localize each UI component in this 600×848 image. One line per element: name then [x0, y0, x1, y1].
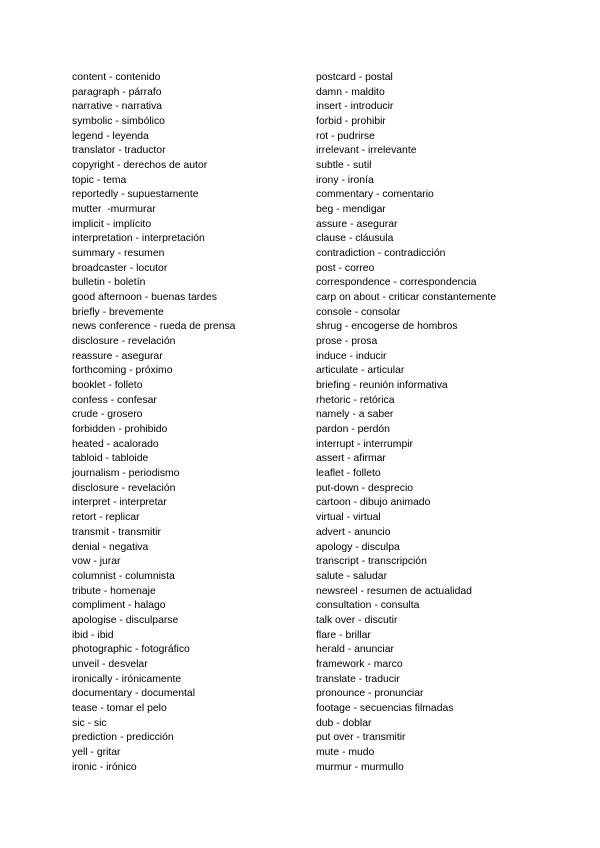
vocabulary-entry: briefly - brevemente — [72, 306, 164, 318]
vocabulary-entry: unveil - desvelar — [72, 658, 148, 670]
vocabulary-entry: disclosure - revelación — [72, 482, 176, 494]
vocabulary-entry: news conference - rueda de prensa — [72, 321, 236, 333]
vocabulary-entry: pronounce - pronunciar — [316, 688, 424, 700]
vocabulary-entry: talk over - discutir — [316, 614, 398, 626]
vocabulary-entry: tease - tomar el pelo — [72, 702, 167, 714]
vocabulary-entry: consultation - consulta — [316, 600, 420, 612]
vocabulary-entry: interrupt - interrumpir — [316, 438, 414, 450]
vocabulary-entry: legend - leyenda — [72, 130, 149, 142]
vocabulary-entry: good afternoon - buenas tardes — [72, 292, 217, 304]
vocabulary-entry: sic - sic — [72, 717, 107, 729]
vocabulary-entry: shrug - encogerse de hombros — [316, 321, 458, 333]
vocabulary-entry: commentary - comentario — [316, 189, 434, 201]
vocabulary-entry: columnist - columnista — [72, 570, 175, 582]
vocabulary-entry: retort - replicar — [72, 512, 140, 524]
vocabulary-entry: implicit - implícito — [72, 218, 152, 230]
vocabulary-entry: newsreel - resumen de actualidad — [316, 585, 472, 597]
vocabulary-entry: forbidden - prohibido — [72, 424, 168, 436]
vocabulary-entry: assert - afirmar — [316, 453, 386, 465]
vocabulary-entry: documentary - documental — [72, 688, 196, 700]
vocabulary-entry: irony - ironía — [316, 174, 374, 186]
vocabulary-entry: tribute - homenaje — [72, 585, 156, 597]
vocabulary-entry: damn - maldito — [316, 86, 385, 98]
vocabulary-entry: framework - marco — [316, 658, 403, 670]
vocabulary-entry: disclosure - revelación — [72, 336, 176, 348]
vocabulary-entry: mutter -murmurar — [72, 204, 156, 216]
vocabulary-entry: insert - introducir — [316, 101, 394, 113]
vocabulary-entry: journalism - periodismo — [72, 468, 180, 480]
vocabulary-entry: assure - asegurar — [316, 218, 398, 230]
vocabulary-entry: rhetoric - retórica — [316, 394, 395, 406]
vocabulary-entry: ibid - ibid — [72, 629, 114, 641]
vocabulary-entry: broadcaster - locutor — [72, 262, 168, 274]
vocabulary-entry: induce - inducir — [316, 350, 387, 362]
vocabulary-entry: briefing - reunión informativa — [316, 380, 448, 392]
vocabulary-entry: forbid - prohibir — [316, 116, 386, 128]
vocabulary-entry: dub - doblar — [316, 717, 372, 729]
vocabulary-entry: booklet - folleto — [72, 380, 143, 392]
vocabulary-entry: put over - transmitir — [316, 732, 406, 744]
vocabulary-entry: reassure - asegurar — [72, 350, 163, 362]
vocabulary-entry: transmit - transmitir — [72, 526, 161, 538]
vocabulary-left-column — [72, 71, 235, 775]
vocabulary-entry: ironically - irónicamente — [72, 673, 182, 685]
vocabulary-entry: pardon - perdón — [316, 424, 390, 436]
vocabulary-entry: confess - confesar — [72, 394, 157, 406]
vocabulary-entry: summary - resumen — [72, 248, 165, 260]
vocabulary-entry: transcript - transcripción — [316, 556, 427, 568]
vocabulary-entry: put-down - desprecio — [316, 482, 414, 494]
vocabulary-entry: translate - traducir — [316, 673, 400, 685]
vocabulary-entry: irrelevant - irrelevante — [316, 145, 417, 157]
vocabulary-entry: paragraph - párrafo — [72, 86, 162, 98]
vocabulary-entry: narrative - narrativa — [72, 101, 163, 113]
vocabulary-entry: flare - brillar — [316, 629, 371, 641]
vocabulary-entry: herald - anunciar — [316, 644, 394, 656]
vocabulary-entry: murmur - murmullo — [316, 761, 404, 773]
vocabulary-entry: cartoon - dibujo animado — [316, 497, 431, 509]
vocabulary-entry: crude - grosero — [72, 409, 143, 421]
vocabulary-entry: mute - mudo — [316, 746, 375, 758]
vocabulary-entry: ironic - irónico — [72, 761, 137, 773]
vocabulary-entry: vow - jurar — [72, 556, 121, 568]
vocabulary-entry: apologise - disculparse — [72, 614, 179, 626]
vocabulary-entry: post - correo — [316, 262, 375, 274]
vocabulary-entry: compliment - halago — [72, 600, 166, 612]
vocabulary-entry: denial - negativa — [72, 541, 149, 553]
vocabulary-entry: clause - cláusula — [316, 233, 394, 245]
vocabulary-entry: interpretation - interpretación — [72, 233, 205, 245]
vocabulary-entry: forthcoming - próximo — [72, 365, 173, 377]
vocabulary-entry: console - consolar — [316, 306, 401, 318]
vocabulary-entry: contradiction - contradicción — [316, 248, 446, 260]
vocabulary-entry: footage - secuencias filmadas — [316, 702, 454, 714]
vocabulary-entry: translator - traductor — [72, 145, 166, 157]
vocabulary-entry: postcard - postal — [316, 72, 393, 83]
vocabulary-entry: interpret - interpretar — [72, 497, 167, 509]
vocabulary-entry: virtual - virtual — [316, 512, 381, 524]
vocabulary-entry: carp on about - criticar constantemente — [316, 292, 497, 304]
vocabulary-entry: apology - disculpa — [316, 541, 400, 553]
vocabulary-entry: yell - gritar — [72, 746, 121, 758]
vocabulary-entry: salute - saludar — [316, 570, 388, 582]
vocabulary-entry: beg - mendigar — [316, 204, 386, 216]
vocabulary-entry: prediction - predicción — [72, 732, 174, 744]
vocabulary-entry: symbolic - simbólico — [72, 116, 165, 128]
vocabulary-entry: copyright - derechos de autor — [72, 160, 208, 172]
vocabulary-entry: prose - prosa — [316, 336, 378, 348]
vocabulary-entry: content - contenido — [72, 72, 161, 83]
vocabulary-entry: correspondence - correspondencia — [316, 277, 477, 289]
vocabulary-entry: bulletin - boletín — [72, 277, 146, 289]
vocabulary-entry: rot - pudrirse — [316, 130, 375, 142]
vocabulary-entry: articulate - articular — [316, 365, 405, 377]
vocabulary-entry: leaflet - folleto — [316, 468, 381, 480]
vocabulary-entry: heated - acalorado — [72, 438, 159, 450]
vocabulary-entry: advert - anuncio — [316, 526, 391, 538]
vocabulary-entry: photographic - fotográfico — [72, 644, 190, 656]
vocabulary-entry: namely - a saber — [316, 409, 394, 421]
vocabulary-entry: tabloid - tabloide — [72, 453, 149, 465]
vocabulary-entry: topic - tema — [72, 174, 127, 186]
vocabulary-entry: reportedly - supuestamente — [72, 189, 199, 201]
vocabulary-entry: subtle - sutil — [316, 160, 372, 172]
vocabulary-right-column — [316, 71, 496, 775]
